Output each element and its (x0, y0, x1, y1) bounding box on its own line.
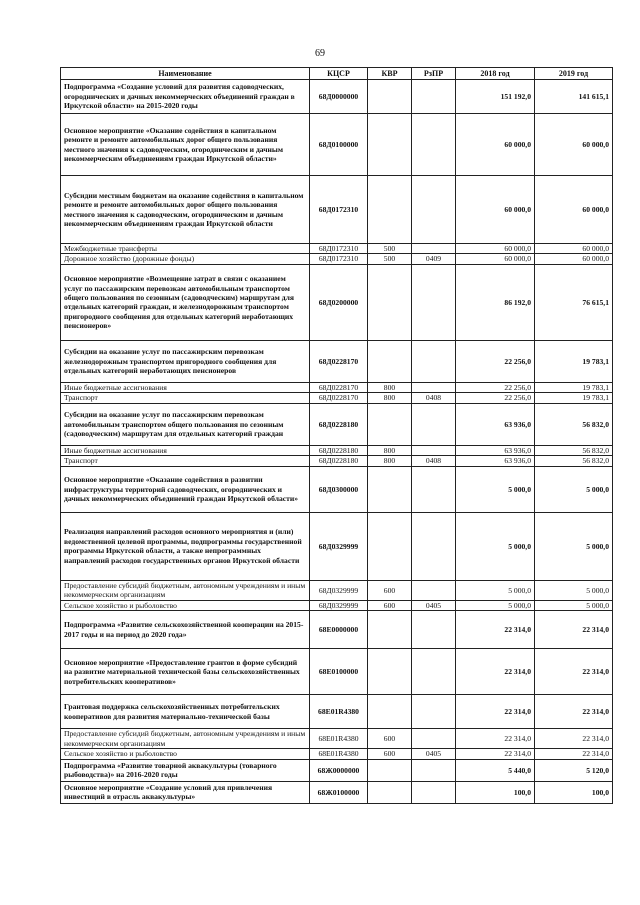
row-amount-2019: 60 000,0 (535, 254, 613, 264)
row-amount-2019: 56 832,0 (535, 456, 613, 466)
row-rzpr (412, 114, 456, 176)
row-amount-2018: 22 314,0 (456, 649, 535, 695)
table-row (61, 114, 613, 176)
row-kcsr: 68Е01R4380 (310, 749, 368, 759)
row-amount-2018: 5 000,0 (456, 512, 535, 580)
row-kcsr: 68Е01R4380 (310, 695, 368, 729)
row-rzpr (412, 649, 456, 695)
row-kvr: 600 (368, 729, 412, 749)
row-amount-2019: 22 314,0 (535, 749, 613, 759)
row-kvr (368, 340, 412, 382)
table-body (61, 80, 613, 804)
row-name: Сельское хозяйство и рыболовство (61, 749, 310, 759)
row-name: Основное мероприятие «Создание условий для привлечения инвестиций в отрасль аквакультуры» (61, 781, 310, 803)
row-kvr (368, 176, 412, 244)
table-row (61, 759, 613, 781)
row-kvr (368, 695, 412, 729)
row-kcsr: 68Д0228170 (310, 393, 368, 403)
row-rzpr: 0405 (412, 749, 456, 759)
row-kvr (368, 759, 412, 781)
row-kcsr: 68Д0000000 (310, 80, 368, 114)
row-amount-2019: 22 314,0 (535, 649, 613, 695)
row-kvr: 800 (368, 445, 412, 455)
row-name: Подпрограмма «Создание условий для развития садоводческих, огороднических и дачных некоммерческих объединений граждан в Иркутской области» на 2015-2020 годы (61, 80, 310, 114)
row-rzpr (412, 611, 456, 649)
row-amount-2018: 63 936,0 (456, 456, 535, 466)
row-kcsr: 68Ж0000000 (310, 759, 368, 781)
row-amount-2018: 60 000,0 (456, 114, 535, 176)
row-name: Субсидии на оказание услуг по пассажирским перевозкам автомобильным транспортом общего пользования по сезонным (садоводческим) маршрутам для отдельных категорий граждан (61, 403, 310, 445)
row-amount-2019: 5 120,0 (535, 759, 613, 781)
row-name: Подпрограмма «Развитие сельскохозяйственной кооперации на 2015-2017 годы и на период до 2020 года» (61, 611, 310, 649)
row-amount-2019: 60 000,0 (535, 114, 613, 176)
table-row (61, 244, 613, 254)
row-amount-2019: 19 783,1 (535, 382, 613, 392)
row-name: Грантовая поддержка сельскохозяйственных потребительских кооперативов для развития материально-технической базы (61, 695, 310, 729)
row-amount-2018: 63 936,0 (456, 445, 535, 455)
row-name: Субсидии местным бюджетам на оказание содействия в капитальном ремонте и ремонте автомобильных дорог общего пользования местного значения к садоводческим, огородническим и дачным некоммерческим объединениям граждан Иркутской области (61, 176, 310, 244)
row-kcsr: 68Д0329999 (310, 580, 368, 600)
row-amount-2018: 151 192,0 (456, 80, 535, 114)
table-row (61, 254, 613, 264)
row-kvr: 500 (368, 244, 412, 254)
row-name: Иные бюджетные ассигнования (61, 445, 310, 455)
budget-table (60, 67, 613, 804)
row-amount-2018: 86 192,0 (456, 264, 535, 340)
row-kcsr: 68Д0100000 (310, 114, 368, 176)
row-kcsr: 68Д0228170 (310, 382, 368, 392)
row-kcsr: 68Е01R4380 (310, 729, 368, 749)
row-kvr: 500 (368, 254, 412, 264)
row-name: Основное мероприятие «Оказание содействия в развитии инфраструктуры территорий садоводческих, огороднических и дачных некоммерческих объединений граждан Иркутской области» (61, 466, 310, 512)
table-row (61, 466, 613, 512)
table-row (61, 456, 613, 466)
row-kvr: 800 (368, 456, 412, 466)
row-amount-2018: 60 000,0 (456, 176, 535, 244)
row-amount-2018: 5 000,0 (456, 600, 535, 610)
row-kcsr: 68Д0228180 (310, 445, 368, 455)
row-amount-2018: 5 000,0 (456, 580, 535, 600)
header-kvr: КВР (368, 68, 412, 80)
table-row (61, 382, 613, 392)
row-amount-2018: 63 936,0 (456, 403, 535, 445)
row-kvr (368, 649, 412, 695)
row-amount-2019: 141 615,1 (535, 80, 613, 114)
row-name: Основное мероприятие «Предоставление грантов в форме субсидий на развитие материальной технической базы сельскохозяйственных потребительских кооперативов» (61, 649, 310, 695)
row-amount-2019: 60 000,0 (535, 176, 613, 244)
row-kcsr: 68Е0000000 (310, 611, 368, 649)
row-name: Предоставление субсидий бюджетным, автономным учреждениям и иным некоммерческим организациям (61, 580, 310, 600)
table-row (61, 729, 613, 749)
table-row (61, 695, 613, 729)
row-rzpr (412, 729, 456, 749)
row-amount-2018: 22 314,0 (456, 729, 535, 749)
row-name: Транспорт (61, 456, 310, 466)
row-amount-2019: 19 783,1 (535, 340, 613, 382)
row-rzpr (412, 403, 456, 445)
row-rzpr (412, 340, 456, 382)
header-2018: 2018 год (456, 68, 535, 80)
row-amount-2018: 60 000,0 (456, 244, 535, 254)
row-amount-2018: 22 256,0 (456, 393, 535, 403)
row-rzpr (412, 580, 456, 600)
row-rzpr (412, 264, 456, 340)
row-amount-2019: 22 314,0 (535, 729, 613, 749)
row-amount-2018: 22 314,0 (456, 749, 535, 759)
table-row (61, 393, 613, 403)
row-kvr: 800 (368, 382, 412, 392)
row-amount-2019: 22 314,0 (535, 611, 613, 649)
row-amount-2019: 19 783,1 (535, 393, 613, 403)
row-kvr: 600 (368, 749, 412, 759)
row-kvr (368, 781, 412, 803)
row-rzpr (412, 80, 456, 114)
row-kcsr: 68Д0300000 (310, 466, 368, 512)
row-rzpr: 0405 (412, 600, 456, 610)
row-amount-2018: 22 256,0 (456, 382, 535, 392)
row-kcsr: 68Д0228170 (310, 340, 368, 382)
row-kcsr: 68Е0100000 (310, 649, 368, 695)
row-rzpr: 0409 (412, 254, 456, 264)
row-name: Предоставление субсидий бюджетным, автономным учреждениям и иным некоммерческим организациям (61, 729, 310, 749)
row-kcsr: 68Ж0100000 (310, 781, 368, 803)
row-kcsr: 68Д0172310 (310, 176, 368, 244)
row-kvr: 600 (368, 600, 412, 610)
row-kcsr: 68Д0228180 (310, 456, 368, 466)
row-name: Субсидии на оказание услуг по пассажирским перевозкам железнодорожным транспортом пригородного сообщения для отдельных категорий неработающих пенсионеров (61, 340, 310, 382)
row-kcsr: 68Д0329999 (310, 512, 368, 580)
row-amount-2019: 60 000,0 (535, 244, 613, 254)
row-amount-2019: 5 000,0 (535, 466, 613, 512)
row-rzpr (412, 445, 456, 455)
row-amount-2019: 76 615,1 (535, 264, 613, 340)
row-name: Межбюджетные трансферты (61, 244, 310, 254)
row-kcsr: 68Д0329999 (310, 600, 368, 610)
row-kcsr: 68Д0172310 (310, 254, 368, 264)
row-kcsr: 68Д0172310 (310, 244, 368, 254)
table-row (61, 781, 613, 803)
table-row (61, 340, 613, 382)
table-row (61, 264, 613, 340)
table-row (61, 749, 613, 759)
table-row (61, 611, 613, 649)
row-amount-2018: 60 000,0 (456, 254, 535, 264)
row-kvr (368, 466, 412, 512)
table-row (61, 445, 613, 455)
row-name: Основное мероприятие «Оказание содействия в капитальном ремонте и ремонте автомобильных дорог общего пользования местного значения к садоводческим, огородническим и дачным некоммерческим объединениям граждан Иркутской области» (61, 114, 310, 176)
row-amount-2019: 5 000,0 (535, 512, 613, 580)
table-row (61, 649, 613, 695)
row-rzpr: 0408 (412, 456, 456, 466)
row-rzpr (412, 176, 456, 244)
row-rzpr (412, 695, 456, 729)
row-amount-2018: 5 440,0 (456, 759, 535, 781)
row-kvr: 600 (368, 580, 412, 600)
row-rzpr (412, 512, 456, 580)
row-rzpr (412, 759, 456, 781)
row-kvr (368, 264, 412, 340)
row-amount-2019: 5 000,0 (535, 600, 613, 610)
page-number: 69 (315, 48, 325, 59)
row-amount-2019: 56 832,0 (535, 445, 613, 455)
row-amount-2019: 100,0 (535, 781, 613, 803)
row-amount-2019: 56 832,0 (535, 403, 613, 445)
table-row (61, 176, 613, 244)
row-name: Иные бюджетные ассигнования (61, 382, 310, 392)
table-row (61, 80, 613, 114)
header-2019: 2019 год (535, 68, 613, 80)
header-name: Наименование (61, 68, 310, 80)
row-amount-2018: 5 000,0 (456, 466, 535, 512)
row-kvr (368, 114, 412, 176)
row-kvr (368, 512, 412, 580)
table-row (61, 580, 613, 600)
row-kvr (368, 403, 412, 445)
header-kcsr: КЦСР (310, 68, 368, 80)
row-name: Основное мероприятие «Возмещение затрат в связи с оказанием услуг по пассажирским перевозкам автомобильным транспортом общего пользования по сезонным (садоводческим) маршрутам для отдельных категорий граждан, и железнодорожным транспортом пригородного сообщения для отдельных категорий неработающих пенсионеров» (61, 264, 310, 340)
row-rzpr: 0408 (412, 393, 456, 403)
row-kvr: 800 (368, 393, 412, 403)
row-amount-2018: 22 314,0 (456, 695, 535, 729)
row-rzpr (412, 244, 456, 254)
row-rzpr (412, 781, 456, 803)
row-name: Дорожное хозяйство (дорожные фонды) (61, 254, 310, 264)
row-kcsr: 68Д0200000 (310, 264, 368, 340)
table-row (61, 512, 613, 580)
row-rzpr (412, 382, 456, 392)
row-name: Транспорт (61, 393, 310, 403)
row-kvr (368, 80, 412, 114)
row-amount-2019: 5 000,0 (535, 580, 613, 600)
row-name: Реализация направлений расходов основного мероприятия и (или) ведомственной целевой программы, подпрограммы государственной программы Иркутской области, а также непрограммных направлений расходов государственных органов Иркутской области (61, 512, 310, 580)
row-kcsr: 68Д0228180 (310, 403, 368, 445)
row-name: Подпрограмма «Развитие товарной аквакультуры (товарного рыбоводства)» на 2016-2020 годы (61, 759, 310, 781)
row-kvr (368, 611, 412, 649)
row-amount-2018: 100,0 (456, 781, 535, 803)
row-amount-2019: 22 314,0 (535, 695, 613, 729)
header-rzpr: РзПР (412, 68, 456, 80)
table-row (61, 403, 613, 445)
table-header-row (61, 68, 613, 80)
row-amount-2018: 22 256,0 (456, 340, 535, 382)
row-amount-2018: 22 314,0 (456, 611, 535, 649)
row-rzpr (412, 466, 456, 512)
table-row (61, 600, 613, 610)
row-name: Сельское хозяйство и рыболовство (61, 600, 310, 610)
